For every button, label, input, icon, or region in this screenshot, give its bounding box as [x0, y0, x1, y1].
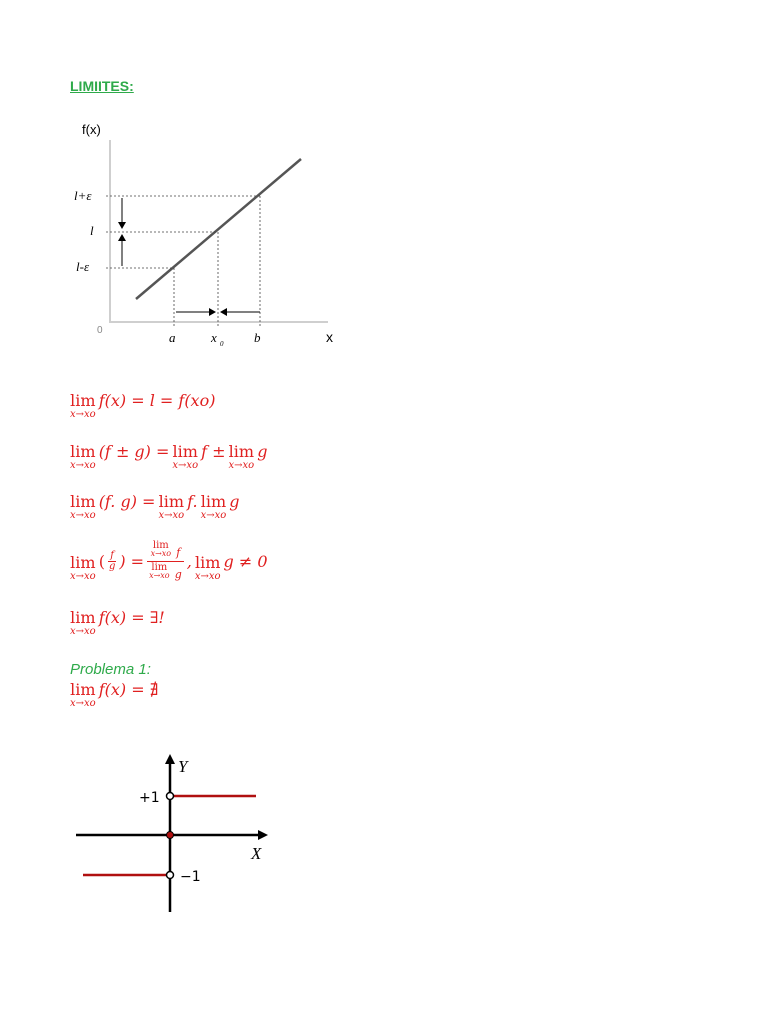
- lim-operator: lim x→xo: [70, 680, 96, 709]
- formula-limit-sum: lim x→xo (f ± g) = lim x→xo f ± lim x→xo g: [70, 442, 268, 471]
- origin-label: 0: [97, 325, 103, 336]
- lim-operator: lim x→xo: [70, 553, 96, 582]
- plus-one-label: +1: [139, 790, 160, 806]
- lim-operator: lim x→xo: [70, 608, 96, 637]
- tick-x0-subscript: 0: [220, 340, 224, 348]
- x-axis-arrow-icon: [258, 830, 268, 840]
- x-axis-label: x: [326, 329, 333, 345]
- minus-one-label: −1: [180, 869, 201, 885]
- lim-operator: lim x→xo: [228, 442, 255, 471]
- lim-operator: lim x→xo: [70, 492, 96, 521]
- open-point-upper: [167, 793, 174, 800]
- tick-l-minus-eps: l-ε: [76, 259, 90, 274]
- y-axis-label: f(x): [82, 122, 101, 137]
- lim-operator: lim x→xo: [172, 442, 199, 471]
- small-fraction: $\frac{f}{g}$: [108, 550, 116, 572]
- step-function-figure: [70, 748, 280, 918]
- open-point-lower: [167, 872, 174, 879]
- lim-operator: lim x→xo: [194, 553, 221, 582]
- y-axis-arrow-icon: [165, 754, 175, 764]
- tick-l: l: [90, 223, 94, 238]
- formula-problem: lim x→xo f(x) = ∄: [70, 680, 159, 709]
- problem-label: Problema 1:: [70, 661, 151, 678]
- closed-point-origin: [167, 832, 174, 839]
- formula-limit-quotient: lim x→xo ( $\frac{f}{g}$ ) = lim x→xo f lim x→xo g , lim x→xo g ≠ 0: [70, 540, 268, 582]
- formula-limit-unique: lim x→xo f(x) = ∃!: [70, 608, 165, 637]
- formula-limit-product: lim x→xo (f. g) = lim x→xo f. lim x→xo g: [70, 492, 240, 521]
- arrow-left-icon: [220, 308, 227, 316]
- tick-a: a: [169, 330, 176, 345]
- arrow-up-icon: [118, 234, 126, 241]
- y-axis-label: Y: [178, 757, 188, 776]
- limit-fraction: lim x→xo f lim x→xo g: [149, 540, 182, 581]
- x-axis-label: X: [251, 844, 262, 863]
- lim-operator: lim x→xo: [158, 492, 185, 521]
- tick-b: b: [254, 330, 261, 345]
- arrow-right-icon: [209, 308, 216, 316]
- arrow-down-icon: [118, 222, 126, 229]
- function-line: [136, 159, 301, 299]
- lim-operator: lim x→xo: [200, 492, 227, 521]
- page-title: LIMIITES:: [70, 78, 134, 94]
- lim-operator: lim x→xo: [70, 391, 96, 420]
- tick-x0: x: [211, 330, 217, 345]
- tick-l-plus-eps: l+ε: [74, 188, 92, 203]
- formula-limit-definition: lim x→xo f(x) = l = f(xo): [70, 391, 216, 420]
- lim-operator: lim x→xo: [70, 442, 96, 471]
- limit-definition-figure: [70, 118, 350, 354]
